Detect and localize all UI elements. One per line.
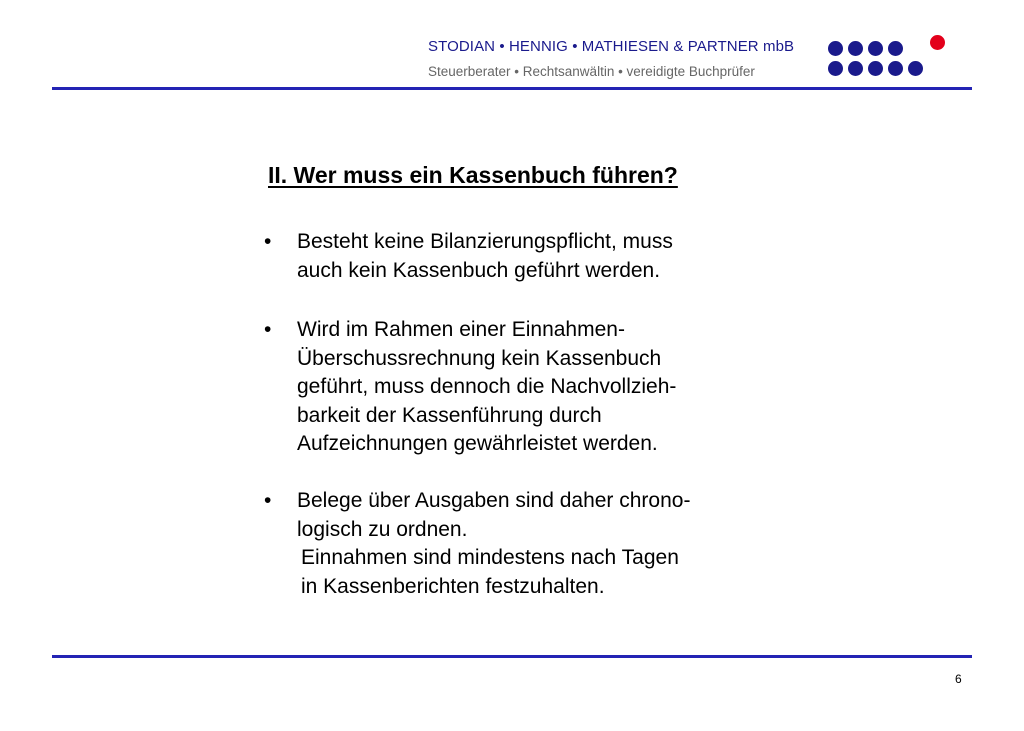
- bullet-item: [264, 487, 784, 601]
- logo-dot: [868, 41, 883, 56]
- bullet-item: [264, 228, 784, 285]
- bullet-item: [264, 316, 784, 459]
- logo-dot: [888, 41, 903, 56]
- logo-dot: [868, 61, 883, 76]
- slide-title: II. Wer muss ein Kassenbuch führen?: [268, 162, 678, 188]
- bullet-marker: •: [264, 489, 272, 512]
- bullet-line: in Kassenberichten festzuhalten.: [301, 574, 605, 598]
- bullet-line: logisch zu ordnen.: [297, 517, 468, 541]
- logo-dot-red: [930, 35, 945, 50]
- logo-dot: [888, 61, 903, 76]
- bullet-line: Aufzeichnungen gewährleistet werden.: [297, 432, 658, 455]
- bullet-line: auch kein Kassenbuch geführt werden.: [297, 258, 661, 282]
- logo-dot: [908, 61, 923, 76]
- bullet-line: Belege über Ausgaben sind daher chrono-: [297, 489, 691, 512]
- footer-divider: [52, 655, 972, 658]
- bullet-line: Wird im Rahmen einer Einnahmen-: [297, 318, 625, 341]
- logo-dot: [828, 41, 843, 56]
- firm-subtitle: Steuerberater • Rechtsanwältin • vereidigte Buchprüfer: [428, 64, 755, 79]
- bullet-line: Besteht keine Bilanzierungspflicht, muss: [297, 230, 673, 253]
- header-divider: [52, 87, 972, 90]
- bullet-line: Überschussrechnung kein Kassenbuch: [297, 346, 662, 370]
- bullet-marker: •: [264, 230, 272, 253]
- bullet-line: geführt, muss dennoch die Nachvollzieh-: [297, 375, 677, 398]
- firm-name: STODIAN • HENNIG • MATHIESEN & PARTNER mbB: [428, 38, 795, 55]
- page-number: 6: [955, 672, 962, 686]
- bullet-line: barkeit der Kassenführung durch: [297, 403, 602, 427]
- logo-dot: [848, 61, 863, 76]
- logo-dot: [828, 61, 843, 76]
- bullet-line: Einnahmen sind mindestens nach Tagen: [301, 546, 679, 569]
- bullet-marker: •: [264, 318, 272, 341]
- logo-dot: [848, 41, 863, 56]
